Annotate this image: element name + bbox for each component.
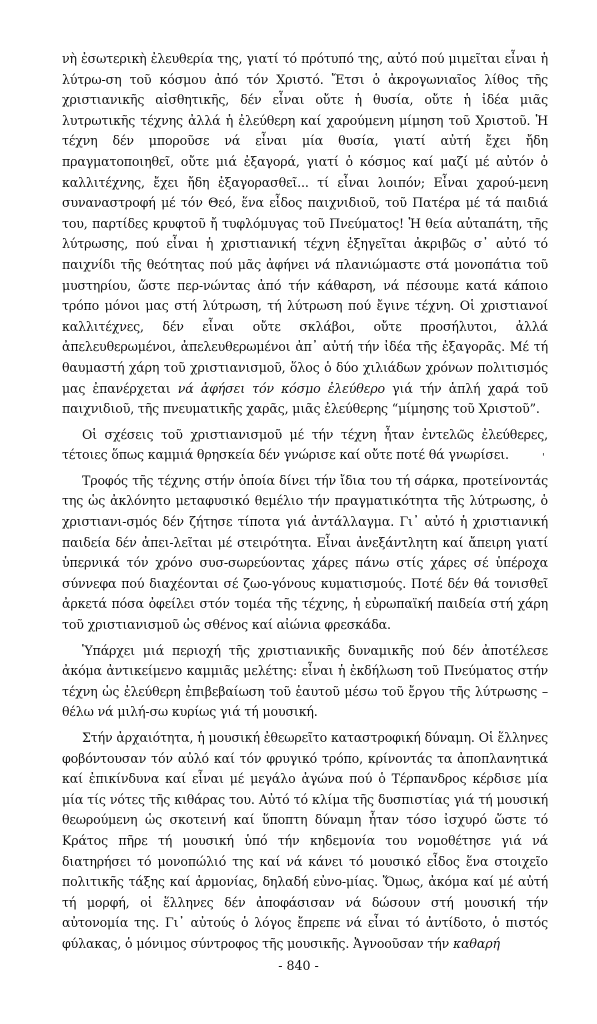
text-run: Ὑπάρχει μιά περιοχή τῆς χριστιανικῆς δυναμικῆς πού δέν ἀποτέλεσε ἀκόμα ἀντικείμενο καμμιᾶς μελέτης: εἶναι ἡ ἐκδήλωση τοῦ Πνεύματος στήν τέχνη ὡς ἐλεύθερη ἐπιβεβαίωση τοῦ ἑαυτοῦ μέσω τοῦ ἔργου τῆς λύτρωσης – θέλω νά μιλή-σω κυρίως γιά τή μουσική. xyxy=(62,642,548,720)
paragraph-1 xyxy=(62,49,548,420)
body-text xyxy=(62,49,548,955)
italic-run: καθαρή xyxy=(452,935,500,951)
page-number: - 840 - xyxy=(278,958,319,973)
paragraph-4 xyxy=(62,641,548,723)
paragraph-3 xyxy=(62,471,548,636)
text-run: Οἱ σχέσεις τοῦ χριστιανισμοῦ μέ τήν τέχνη ἦταν ἐντελῶς ἐλεύθερες, τέτοιες ὅπως καμμιά θρησκεία δέν γνώρισε καί οὔτε ποτέ θά γνωρίσει. xyxy=(62,426,548,463)
text-run: Τροφός τῆς τέχνης στήν ὁποία δίνει τήν ἴδια του τή σάρκα, προτείνοντάς της ὡς ἀκλόνητο μεταφυσικό θεμέλιο τήν πραγματικότητα τῆς λύτρωσης, ὁ χριστιανι-σμός δέν ζήτησε τίποτα γιά ἀντάλλαγμα. Γι᾽ αὐτό ἡ χριστιανική παιδεία δέν ἀπει-λεῖται μέ στειρότητα. Εἶναι ἀνεξάντλητη καί ἄπειρη γιατί ὑπερνικά τόν χρόνο συσ-σωρεύοντας χάρες πάνω στίς χάρες σέ ὑπέροχα σύννεφα πού διαχέονται σέ ζωο-γόνους κυματισμούς. Ποτέ δέν θά τονισθεῖ ἀρκετά πόσα ὀφείλει στόν τομέα τῆς τέχνης, ἡ εὐρωπαϊκή παιδεία στή χάρη τοῦ χριστιανισμοῦ ὡς σθένος καί αἰώνια φρεσκάδα. xyxy=(62,472,548,633)
paragraph-2 xyxy=(62,425,548,466)
margin-mark: ' xyxy=(542,452,545,463)
text-run: γιά τήν ἁπλή χαρά τοῦ παιχνιδιοῦ, τῆς πνευματικῆς χαρᾶς, μιᾶς ἐλεύθερης “μίμησης τοῦ Χριστοῦ”. xyxy=(62,380,548,417)
text-run: Στήν ἀρχαιότητα, ἡ μουσική ἐθεωρεῖτο καταστροφική δύναμη. Οἱ ἕλληνες φοβόντουσαν τόν αὐλό καί τόν φρυγικό τρόπο, κρίνοντάς τα ἀποπλανητικά καί ἐπικίνδυνα καί εἶναι μέ μεγάλο ἀγώνα πού ὁ Τέρπανδρος κέρδισε μία μία τίς νότες τῆς κιθάρας του. Αὐτό τό κλίμα τῆς δυσπιστίας γιά τή μουσική θεωρούμενη ὡς σκοτεινή καί ὕποπτη δύναμη ἦταν τόσο ἰσχυρό ὥστε τό Κράτος πῆρε τή μουσική ὑπό τήν κηδεμονία του νομοθέτησε γιά νά διατηρήσει τό μονοπώλιό της καί νά κάνει τό μουσικό εἶδος ἕνα στοιχεῖο πολιτικῆς τάξης καί ἁρμονίας, δηλαδή εὐνο-μίας. Ὅμως, ἀκόμα καί μέ αὐτή τή μορφή, οἱ ἕλληνες δέν ἀποφάσισαν νά δώσουν στή μουσική τήν αὐτονομία της. Γι᾽ αὐτούς ὁ λόγος ἔπρεπε νά εἶναι τό ἀντίδοτο, ὁ πιστός φύλακας, ὁ μόνιμος σύντροφος τῆς μουσικῆς. Ἀγνοοῦσαν τήν xyxy=(62,730,548,951)
text-run: νὴ ἐσωτερικὴ ἐλευθερία της, γιατί τό πρότυπό της, αὐτό πού μιμεῖται εἶναι ἡ λύτρω-ση τοῦ κόσμου ἀπό τόν Χριστό. Ἔτσι ὁ ἀκρογωνιαῖος λίθος τῆς χριστιανικῆς αἰσθητικῆς, δέν εἶναι οὔτε ἡ θυσία, οὔτε ἡ ἰδέα μιᾶς λυτρωτικῆς τέχνης ἀλλά ἡ ἐλεύθερη καί χαρούμενη μίμηση τοῦ Χριστοῦ. Ἡ τέχνη δέν μποροῦσε νά εἶναι μία θυσία, γιατί αὐτή ἔχει ἤδη πραγματοποιηθεῖ, οὔτε μιά ἐξαγορά, γιατί ὁ κόσμος καί μαζί μέ αὐτόν ὁ καλλιτέχνης, ἔχει ἤδη ἐξαγορασθεῖ... τί εἶναι λοιπόν; Εἶναι χαρού-μενη συναναστροφή μέ τόν Θεό, ἕνα εἶδος παιχνιδιοῦ, τοῦ Πατέρα μέ τά παιδιά του, παρτίδες κρυφτοῦ ἤ τυφλόμυγας τοῦ Πνεύματος! Ἡ θεία αὐταπάτη, τῆς λύτρωσης, πού εἶναι ἡ χριστιανική τέχνη ἐξηγεῖται ἀκριβῶς σ᾽ αὐτό τό παιχνίδι τῆς θεότητας πού μᾶς ἀφήνει νά πλανιώμαστε στά μονοπάτια τοῦ μυστηρίου, ὥστε περ-νώντας ἀπό τήν κάθαρση, νά πέσουμε κατά κάποιο τρόπο μόνοι μας στή λύτρωση, τή λύτρωση πού ἔγινε τέχνη. Οἱ χριστιανοί καλλιτέχνες, δέν εἶναι οὔτε σκλάβοι, οὔτε προσήλυτοι, ἀλλά ἀπελευθερωμένοι, ἀπελευθερωμένοι ἀπ᾽ αὐτή τήν ἰδέα τῆς ἐξαγορᾶς. Μέ τή θαυμαστή χάρη τοῦ χριστιανισμοῦ, ὅλος ὁ δύο χιλιάδων χρόνων πολιτισμός μας ἐπανέρχεται xyxy=(62,51,548,396)
paragraph-5 xyxy=(62,728,548,955)
italic-run: νά ἀφήσει τόν κόσμο ἐλεύθερο xyxy=(177,380,385,396)
